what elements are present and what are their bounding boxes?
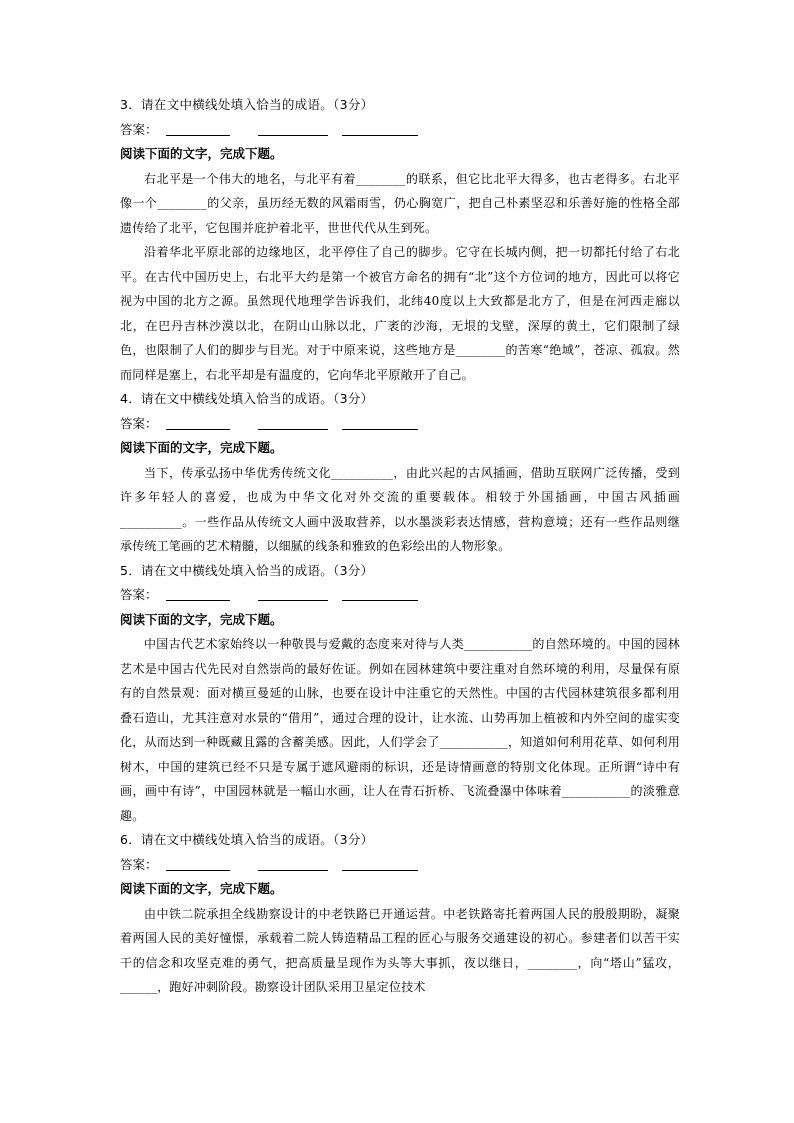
answer-blank[interactable] [342,415,418,430]
question-prompt: 5．请在文中横线处填入恰当的成语。（3分） [120,562,374,578]
answer-blank[interactable] [342,586,418,601]
passage-paragraph: 右北平是一个伟大的地名，与北平有着________的联系，但它比北平大得多，也古老得多。右北平像一个________的父亲，虽历经无数的风霜雨雪，仍心胸宽广，把自己朴素坚忍和乐善好施的性格全部遗传给了北平，它包围并庇护着北平，世世代代从生到死。 [120,171,680,235]
answer-blank[interactable] [166,121,230,136]
question-prompt: 4．请在文中横线处填入恰当的成语。（3分） [120,391,374,406]
answer-blank[interactable] [258,415,328,430]
answer-blank[interactable] [258,586,328,601]
passage-paragraph: 由中铁二院承担全线勘察设计的中老铁路已开通运营。中老铁路寄托着两国人民的殷殷期盼，凝聚着两国人民的美好憧憬，承载着二院人铸造精品工程的匠心与服务交通建设的初心。参建者们以苦干实干的信念和攻坚克难的勇气，把高质量呈现作为头等大事抓，夜以继日，________，向“塔山”猛攻，______，跑好冲刺阶段。勘察设计团队采用卫星定位技术 [120,906,680,994]
answer-label: 答案： [120,587,158,602]
answer-line [120,583,680,608]
document-content [120,93,680,1000]
answer-blank[interactable] [342,856,418,871]
answer-blank[interactable] [258,856,328,871]
answer-blank[interactable] [342,121,418,136]
section-heading: 阅读下面的文字，完成下题。 [120,146,283,161]
answer-line [120,412,680,437]
passage-paragraph: 中国古代艺术家始终以一种敬畏与爱戴的态度来对待与人类___________的自然环境的。中国的园林艺术是中国古代先民对自然崇尚的最好佐证。例如在园林建筑中要注重对自然环境的利用，尽量保有原有的自然景观：面对横亘曼延的山脉，也要在设计中注重它的天然性。中国的古代园林建筑很多都利用叠石造山，尤其注意对水景的“借用”，通过合理的设计，让水流、山势再加上植被和内外空间的虚实变化，从而达到一种既藏且露的含蓄美感。因此，人们学会了___________，知道如何利用花草、如何利用树木，中国的建筑已经不只是专属于遮风避雨的标识，还是诗情画意的特别文化体现。正所谓“诗中有画，画中有诗”，中国园林就是一幅山水画，让人在青石折桥、飞流叠瀑中体味着___________的淡雅意趣。 [120,637,680,823]
section-heading: 阅读下面的文字，完成下题。 [120,881,283,896]
answer-label: 答案： [120,856,158,872]
section-heading: 阅读下面的文字，完成下题。 [120,611,283,627]
question-prompt: 6．请在文中横线处填入恰当的成语。（3分） [120,832,374,847]
answer-blank[interactable] [166,415,230,430]
answer-label: 答案： [120,415,158,431]
answer-line [120,118,680,143]
section-heading: 阅读下面的文字，完成下题。 [120,440,283,455]
answer-line [120,853,680,878]
question-prompt: 3．请在文中横线处填入恰当的成语。（3分） [120,97,374,112]
answer-blank[interactable] [166,586,230,601]
answer-blank[interactable] [166,856,230,871]
answer-label: 答案： [120,121,158,137]
answer-blank[interactable] [258,121,328,136]
passage-paragraph: 当下，传承弘扬中华优秀传统文化__________，由此兴起的古风插画，借助互联网广泛传播，受到许多年轻人的喜爱，也成为中华文化对外交流的重要载体。相较于外国插画，中国古风插画__________。一些作品从传统文人画中汲取营养，以水墨淡彩表达情感，营构意境；还有一些作品则继承传统工笔画的艺术精髓，以细腻的线条和雅致的色彩绘出的人物形象。 [120,465,680,553]
passage-paragraph: 沿着华北平原北部的边缘地区，北平停住了自己的脚步。它守在长城内侧，把一切都托付给了右北平。在古代中国历史上，右北平大约是第一个被官方命名的拥有“北”这个方位词的地方，因此可以将它视为中国的北方之源。虽然现代地理学告诉我们，北纬40度以上大致都是北方了，但是在河西走廊以北，在巴丹吉林沙漠以北，在阴山山脉以北，广袤的沙海，无垠的戈壁，深厚的黄土，它们限制了绿色，也限制了人们的脚步与目光。对于中原来说，这些地方是________的苦寒“绝域”，苍凉、孤寂。然而同样是塞上，右北平却是有温度的，它向华北平原敞开了自己。 [120,245,680,382]
